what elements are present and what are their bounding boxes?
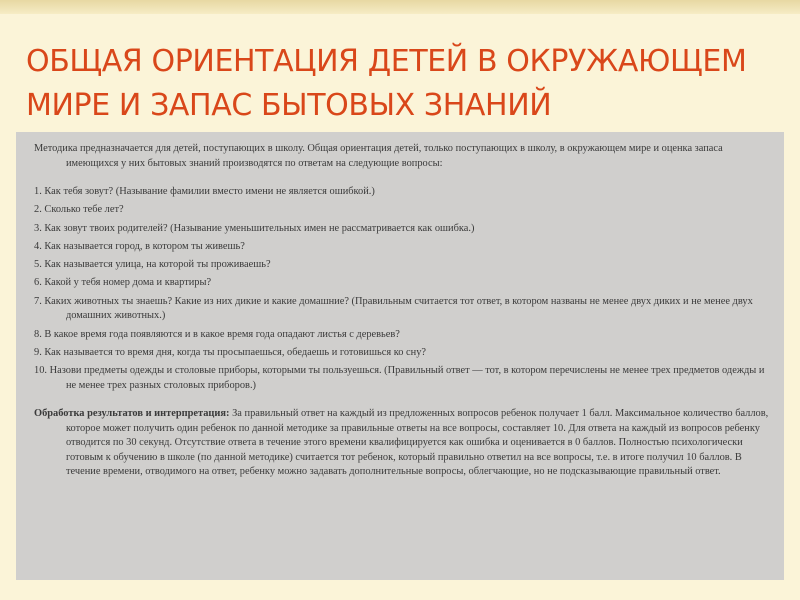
question-item: 1. Как тебя зовут? (Называние фамилии вместо имени не является ошибкой.) (34, 186, 375, 197)
question-item: 3. Как зовут твоих родителей? (Называние уменьшительных имен не рассматривается как ошибка.) (34, 222, 475, 234)
question-item: 9. Как называется то время дня, когда ты просыпаешься, обедаешь и готовишься ко сну? (34, 346, 426, 358)
question-item: 2. Сколько тебе лет? (34, 204, 124, 216)
intro-paragraph: Методика предназначается для детей, поступающих в школу. Общая ориентация детей, только поступающих в школу, в окружающем мире и оценка запаса имеющихся у них бытовых знаний производятся по ответам на следующие вопросы: (34, 143, 723, 169)
question-item: 5. Как называется улица, на которой ты проживаешь? (34, 259, 271, 271)
question-list (34, 185, 772, 393)
question-item: 6. Какой у тебя номер дома и квартиры? (34, 277, 212, 289)
question-item: 4. Как называется город, в котором ты живешь? (34, 240, 245, 252)
results-text: За правильный ответ на каждый из предложенных вопросов ребенок получает 1 балл. Максимальное количество баллов, которое может получить один ребенок по данной методике за правильные ответы на все вопросы, составляет 10. Для ответа на каждый из вопросов ребенку отводится по 30 секунд. Отсутствие ответа в течение этого времени квалифицируется как ошибка и оценивается в 0 баллов. Полностью психологически готовым к обучению в школе (по данной методике) считается тот ребенок, который правильно ответил на все вопросы, т.е. в итоге получил 10 баллов. В течение времени, отводимого на ответ, ребенку можно задавать дополнительные вопросы, облегчающие, но не подсказывающие правильный ответ. (66, 408, 769, 478)
question-item: 10. Назови предметы одежды и столовые приборы, которыми ты пользуешься. (Правильный ответ — тот, в котором перечислены не менее трех предметов одежды и не менее трех разных столовых приборов.) (34, 365, 765, 391)
results-paragraph (34, 407, 772, 480)
title-line-1: ОБЩАЯ ОРИЕНТАЦИЯ ДЕТЕЙ В ОКРУЖАЮЩЕМ (26, 44, 747, 79)
content-box (16, 132, 784, 580)
question-item: 7. Каких животных ты знаешь? Какие из них дикие и какие домашние? (Правильным считается тот ответ, в котором названы не менее двух диких и не менее двух домашних животных.) (34, 295, 753, 322)
slide-title (26, 40, 786, 128)
top-decor-bar (0, 0, 800, 14)
title-line-2: МИРЕ И ЗАПАС БЫТОВЫХ ЗНАНИЙ (26, 88, 552, 123)
results-label: Обработка результатов и интерпретация: (34, 408, 230, 420)
question-item: 8. В какое время года появляются и в какое время года опадают листья с деревьев? (34, 328, 400, 340)
